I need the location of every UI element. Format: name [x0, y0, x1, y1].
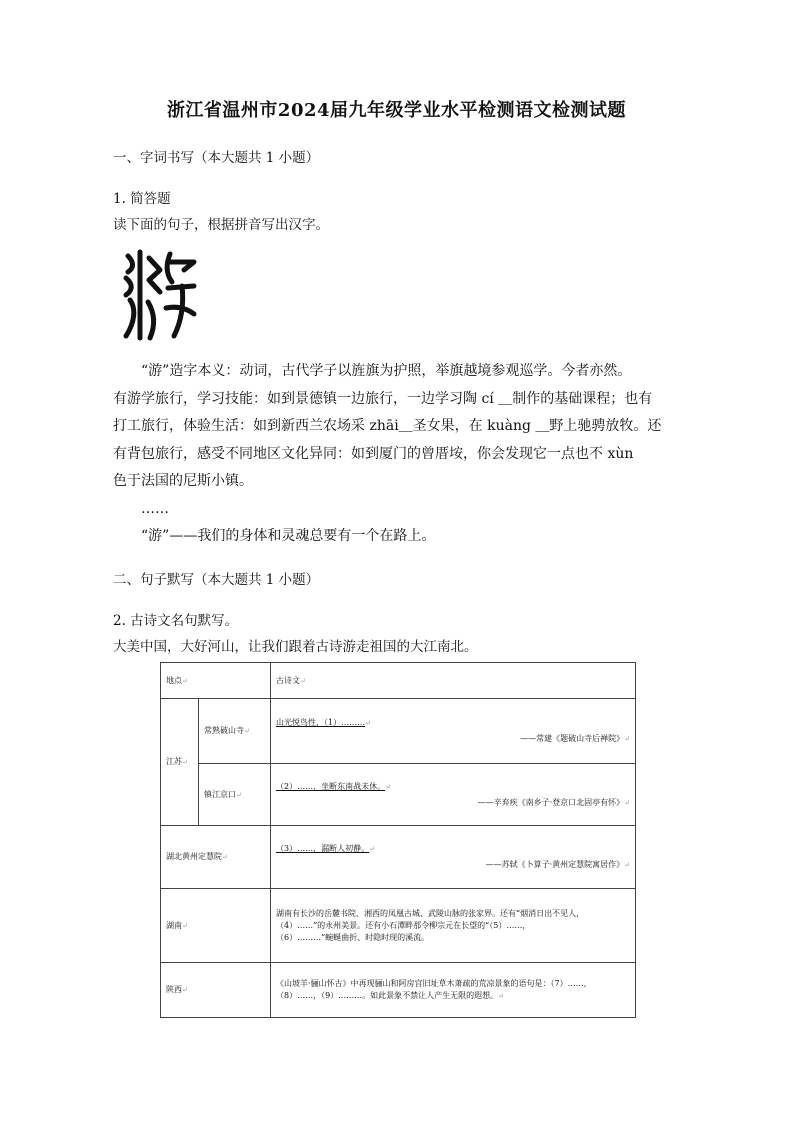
- passage-closing: “游”——我们的身体和灵魂总要有一个在路上。: [141, 528, 436, 544]
- table-row: [161, 889, 636, 963]
- province-jiangsu: 江苏↵: [161, 699, 199, 826]
- passage-line-2: 有游学旅行，学习技能：如到景德镇一边旅行，一边学习陶 cí ＿制作的基础课程；也有: [113, 390, 653, 407]
- passage-line-1: “游”造字本义：动词，古代学子以旌旗为护照，举旗越境参观巡学。今者亦然。: [141, 363, 632, 379]
- table-row: [161, 826, 636, 889]
- place-poshan-temple: 常熟破山寺↵: [199, 699, 271, 764]
- place-huangzhou: 湖北黄州定慧院↵: [161, 826, 271, 889]
- table-row: [161, 963, 636, 1018]
- province-shaanxi: 陕西↵: [161, 963, 271, 1018]
- province-hunan: 湖南↵: [161, 889, 271, 963]
- passage-line-3: 打工旅行，体验生活：如到新西兰农场采 zhāi＿圣女果，在 kuàng ＿野上驰骋放牧。还: [113, 418, 662, 434]
- question-2-intro: 大美中国，大好河山，让我们跟着古诗游走祖国的大江南北。: [113, 639, 478, 655]
- question-1-heading: 1. 简答题: [113, 191, 171, 207]
- passage-line-4: 有背包旅行，感受不同地区文化异同：如到厦门的曾厝垵，你会发现它一点也不 xùn: [113, 445, 634, 462]
- question-2-heading: 2. 古诗文名句默写。: [113, 613, 239, 629]
- section-heading-2: 二、句子默写（本大题共 1 小题）: [113, 572, 320, 588]
- page-title: 浙江省温州市2024届九年级学业水平检测语文检测试题: [166, 100, 627, 121]
- place-zhenjiang: 镇江京口↵: [199, 764, 271, 826]
- seal-script-character-image: [120, 248, 198, 344]
- poem-cell: （3）……，漏断人初静。↵ ——苏轼《卜算子·黄州定慧院寓居作》↵: [271, 826, 636, 889]
- header-place: 地点↵: [161, 663, 271, 699]
- passage-ellipsis: ……: [141, 500, 169, 517]
- poem-cell: 山光悦鸟性，（1）………↵ ——常建《题破山寺后禅院》↵: [271, 699, 636, 764]
- poem-cell: 《山坡羊·骊山怀古》中再现骊山和阿房宫旧址草木萧疏的荒凉景象的语句是：（7）……， （8）……，（9）………。如此景象不禁让人产生无限的遐想。↵: [271, 963, 636, 1018]
- section-heading-1: 一、字词书写（本大题共 1 小题）: [113, 150, 320, 166]
- passage: [113, 358, 683, 551]
- question-1-instruction: 读下面的句子，根据拼音写出汉字。: [113, 217, 329, 233]
- table-header-row: [161, 663, 636, 699]
- passage-line-5: 色于法国的尼斯小镇。: [113, 473, 253, 489]
- header-poem: 古诗文↵: [271, 663, 636, 699]
- table-row: [161, 699, 636, 764]
- table-row: [161, 764, 636, 826]
- poem-table: [160, 662, 636, 1018]
- poem-cell: （2）……，坐断东南战未休。↵ ——辛弃疾《南乡子·登京口北固亭有怀》↵: [271, 764, 636, 826]
- poem-cell: 湖南有长沙的岳麓书院、湘西的凤凰古城、武陵山脉的张家界。还有“烟消日出不见人， （4）……”的永州美景。还有小石潭畔那令柳宗元在长望的“（5）……， （6）………”蜿蜒曲折、时隐时现的溪流。: [271, 889, 636, 963]
